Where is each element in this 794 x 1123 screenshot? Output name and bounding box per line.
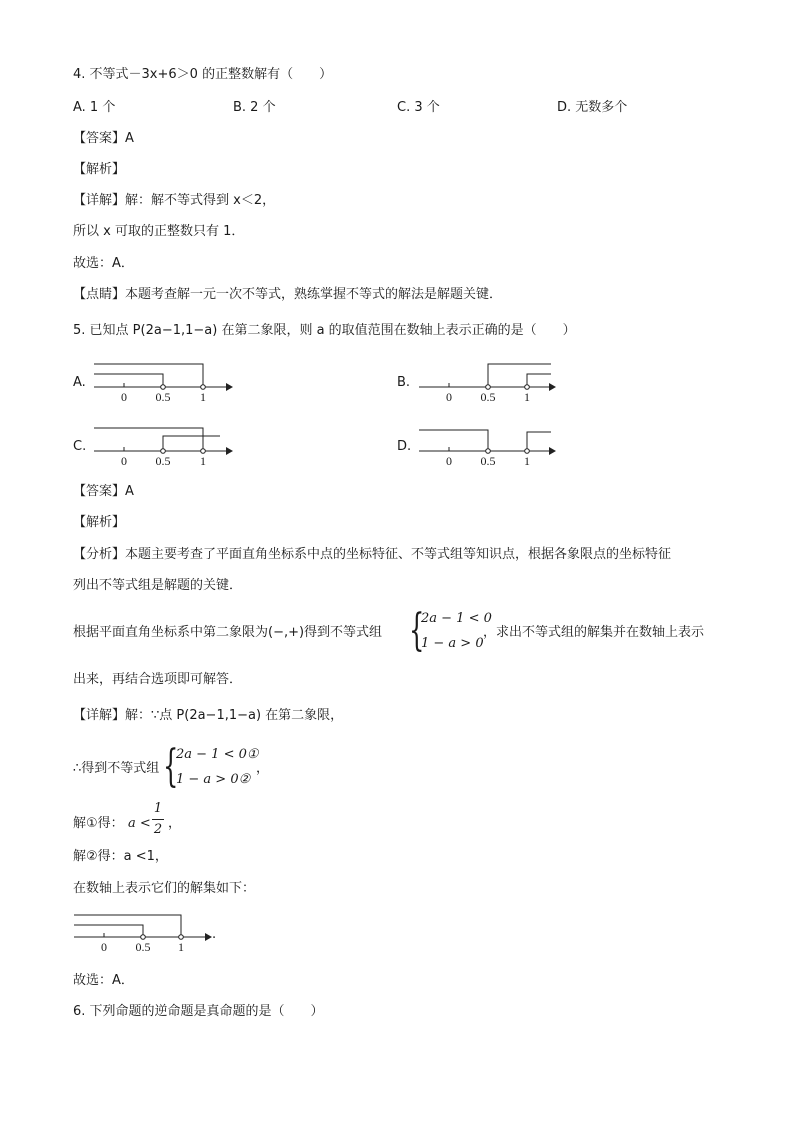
tick-label-05: 0.5 — [480, 390, 496, 404]
tick-label-0: 0 — [446, 390, 452, 404]
tick-label-05: 0.5 — [155, 454, 171, 468]
q5-basis-text: 根据平面直角坐标系中第二象限为(−,+)得到不等式组 — [73, 625, 383, 640]
q4-comment: 【点睛】本题考查解一元一次不等式，熟练掌握不等式的解法是解题关键． — [73, 287, 503, 302]
tick-label-0: 0 — [121, 454, 127, 468]
q5-solve-2: 解②得：a <1， — [73, 849, 168, 864]
q5-option-a-number-line — [90, 358, 235, 408]
system-row-2: 1 − a > 0② — [176, 772, 251, 787]
q5-solve-1: 解①得： — [73, 816, 124, 831]
q5-solve-1-var: a < — [128, 816, 151, 831]
q5-option-b-label: B. — [397, 375, 411, 390]
q4-answer: 【答案】A — [73, 131, 134, 146]
q6-stem: 6. 下列命题的逆命题是真命题的是（ ） — [73, 1004, 324, 1019]
tick-label-1: 1 — [524, 454, 530, 468]
q4-conclusion: 所以 x 可取的正整数只有 1． — [73, 224, 245, 239]
q5-option-a-label: A. — [73, 375, 86, 390]
tick-label-1: 1 — [178, 940, 184, 954]
q5-show-solution: 在数轴上表示它们的解集如下： — [73, 881, 256, 896]
q5-option-c-label: C. — [73, 439, 87, 454]
tick-label-05: 0.5 — [480, 454, 496, 468]
q5-basis-line-3: 出来，再结合选项即可解答． — [73, 672, 243, 687]
tick-label-1: 1 — [200, 390, 206, 404]
q4-detail: 【详解】解：解不等式得到 x＜2， — [73, 193, 276, 208]
q5-stem: 5. 已知点 P(2a−1,1−a) 在第二象限，则 a 的取值范围在数轴上表示正确的是（ ） — [73, 323, 576, 338]
system-brace: { — [163, 741, 179, 792]
q4-choose: 故选：A． — [73, 256, 134, 271]
q5-option-d-number-line — [417, 422, 562, 472]
q4-stem: 4. 不等式－3x+6＞0 的正整数解有（ ） — [73, 67, 333, 82]
q5-solve-1-end: ， — [168, 816, 182, 831]
q4-option-a: A. 1 个 — [73, 100, 116, 115]
tick-label-05: 0.5 — [155, 390, 171, 404]
q5-option-b-number-line — [417, 358, 562, 408]
q5-basis-text-cont: ，求出不等式组的解集并在数轴上表示 — [483, 625, 705, 640]
q5-option-d-label: D. — [397, 439, 412, 454]
solution-period: . — [212, 927, 217, 942]
q5-answer: 【答案】A — [73, 484, 134, 499]
q5-choose: 故选：A． — [73, 973, 134, 988]
system-row-2: 1 − a > 0 — [421, 636, 484, 651]
q5-analysis-heading: 【解析】 — [73, 515, 126, 530]
q4-analysis-heading: 【解析】 — [73, 162, 126, 177]
system-row-1: 2a − 1 < 0① — [176, 747, 259, 762]
q5-detail-line-1: 【详解】解：∵点 P(2a−1,1−a) 在第二象限， — [73, 708, 344, 723]
q5-fenxi-line-1: 【分析】本题主要考查了平面直角坐标系中点的坐标特征、不等式组等知识点，根据各象限点的坐标特征 — [73, 547, 672, 562]
tick-label-05: 0.5 — [135, 940, 151, 954]
system-brace: { — [409, 605, 425, 656]
fraction-numerator: 1 — [153, 801, 163, 816]
fraction-bar — [152, 819, 164, 820]
q5-detail-line-2: ∴得到不等式组 — [73, 761, 160, 776]
q5-option-c-number-line — [90, 422, 235, 472]
q5-fenxi-line-2: 列出不等式组是解题的关键． — [73, 578, 243, 593]
system-row-1: 2a − 1 < 0 — [421, 611, 492, 626]
q4-option-c: C. 3 个 — [397, 100, 440, 115]
tick-label-1: 1 — [200, 454, 206, 468]
tick-label-1: 1 — [524, 390, 530, 404]
tick-label-0: 0 — [121, 390, 127, 404]
fraction-denominator: 2 — [153, 822, 163, 837]
q4-option-b: B. 2 个 — [233, 100, 276, 115]
q5-detail-line-2-end: ， — [256, 761, 270, 776]
solution-number-line — [72, 908, 222, 958]
tick-label-0: 0 — [446, 454, 452, 468]
q4-option-d: D. 无数多个 — [557, 100, 628, 115]
tick-label-0: 0 — [101, 940, 107, 954]
